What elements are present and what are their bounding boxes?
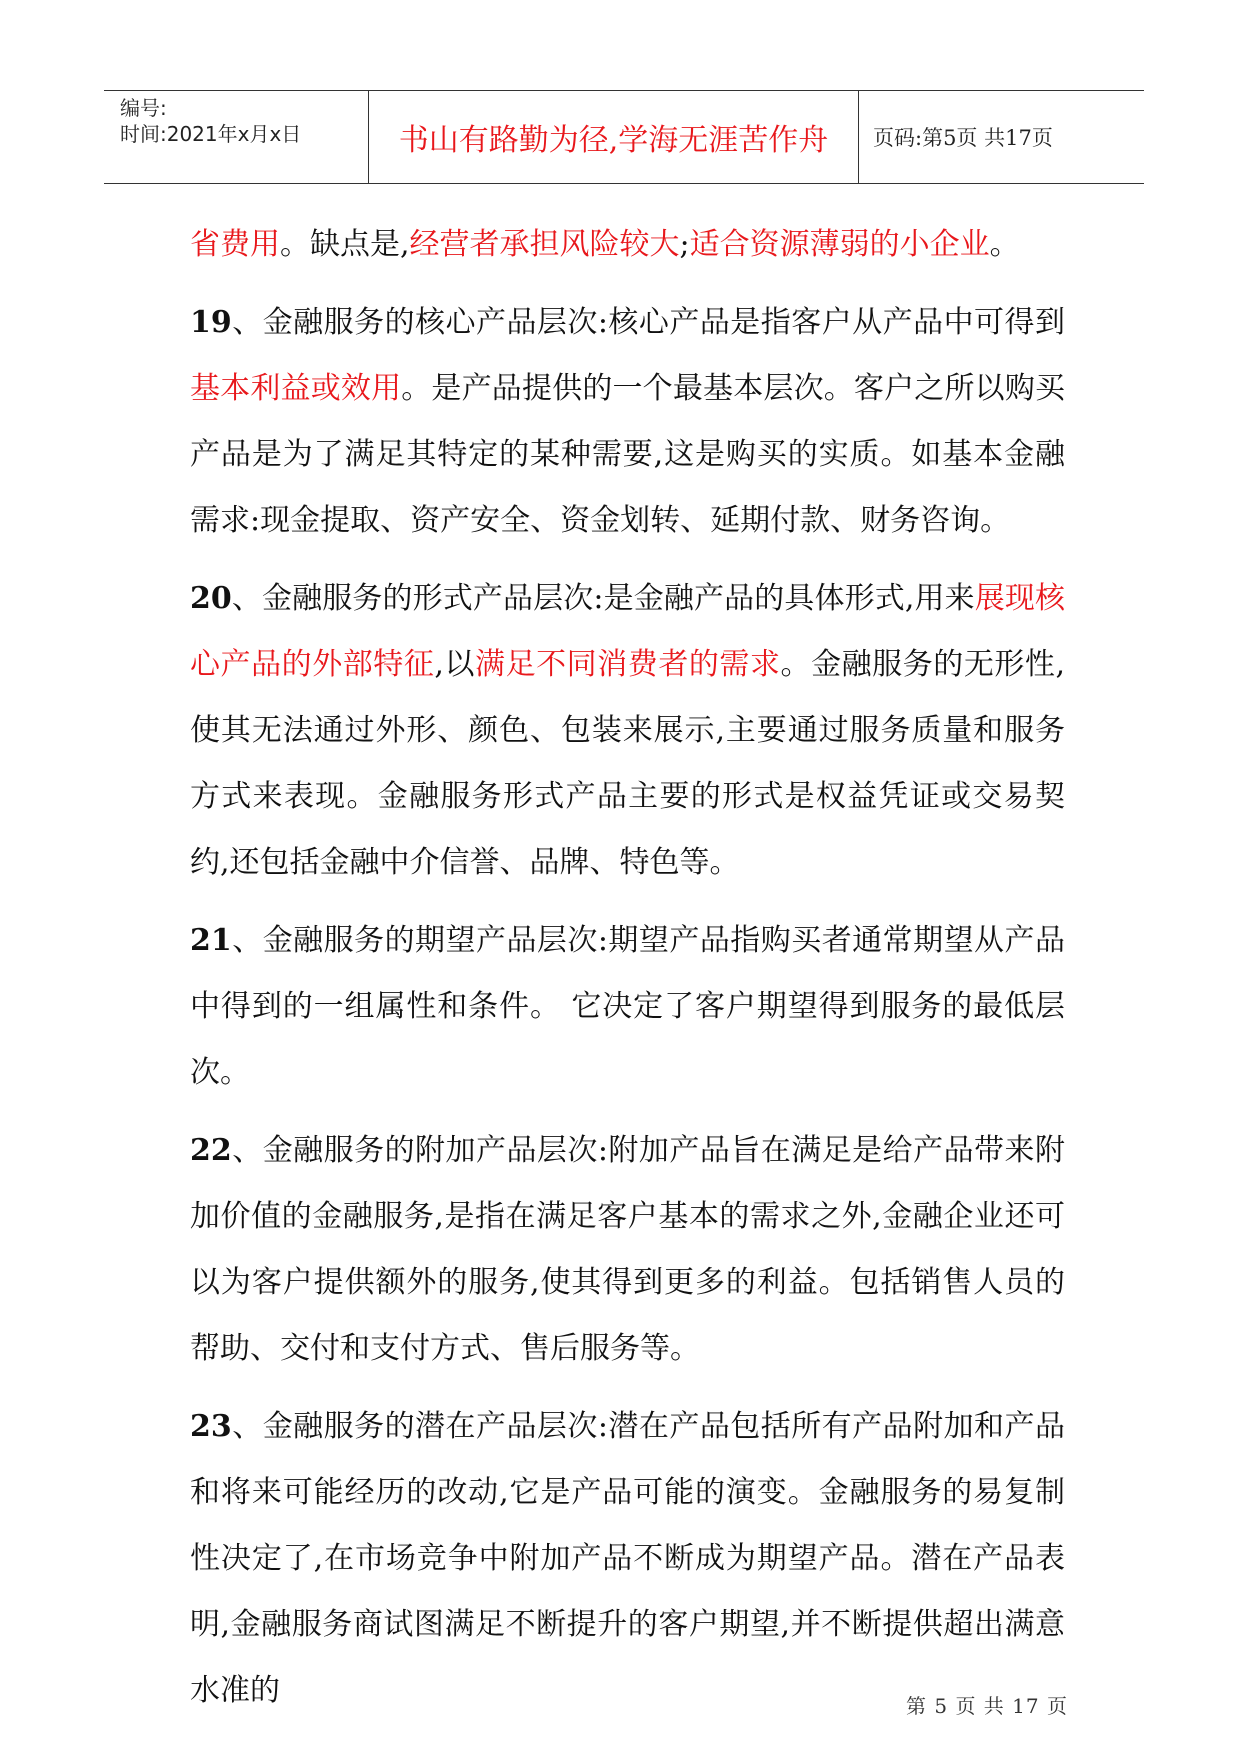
document-body (190, 212, 1065, 1736)
highlighted-text: 省费用 (190, 227, 280, 262)
body-text: 、金融服务的潜在产品层次:潜在产品包括所有产品附加和产品和将来可能经历的改动,它是产品可能的演变。金融服务的易复制性决定了,在市场竞争中附加产品不断成为期望产品。潜在产品表明,金融服务商试图满足不断提升的客户期望,并不断提供超出满意水准的 (190, 1409, 1065, 1708)
body-text: 。缺点是, (280, 227, 410, 262)
highlighted-text: 满足不同消费者的需求 (475, 647, 781, 682)
header-page-code: 页码:第5页 共17页 (873, 126, 1053, 150)
highlighted-text: 基本利益或效用 (190, 371, 402, 406)
paragraph (190, 1118, 1065, 1382)
item-number: 19 (190, 305, 232, 340)
body-text: 、金融服务的期望产品层次:期望产品指购买者通常期望从产品中得到的一组属性和条件。 它决定了客户期望得到服务的最低层次。 (190, 923, 1065, 1090)
body-text: 。是产品提供的一个最基本层次。客户之所以购买产品是为了满足其特定的某种需要,这是购买的实质。如基本金融需求:现金提取、资产安全、资金划转、延期付款、财务咨询。 (190, 371, 1065, 538)
paragraph (190, 212, 1065, 278)
item-number: 23 (190, 1409, 232, 1444)
document-number-label: 编号: (120, 96, 167, 120)
body-text: 、金融服务的核心产品层次:核心产品是指客户从产品中可得到 (231, 305, 1065, 340)
highlighted-text: 经营者承担风险较大 (409, 227, 680, 262)
paragraph (190, 1394, 1065, 1724)
item-number: 21 (190, 923, 232, 958)
body-text: ; (679, 227, 690, 262)
body-text: 。 (989, 227, 1020, 262)
body-text: 。金融服务的无形性,使其无法通过外形、颜色、包装来展示,主要通过服务质量和服务方式来表现。金融服务形式产品主要的形式是权益凭证或交易契约,还包括金融中介信誉、品牌、特色等。 (190, 647, 1066, 880)
paragraph (190, 908, 1065, 1106)
document-time-label: 时间:2021年x月x日 (120, 122, 302, 146)
paragraph (190, 290, 1065, 554)
header-motto: 书山有路勤为径,学海无涯苦作舟 (369, 91, 859, 183)
page-footer: 第 5 页 共 17 页 (906, 1694, 1068, 1718)
body-text: 、金融服务的形式产品层次:是金融产品的具体形式,用来 (231, 581, 975, 616)
body-text: 、金融服务的附加产品层次:附加产品旨在满足是给产品带来附加价值的金融服务,是指在满足客户基本的需求之外,金融企业还可以为客户提供额外的服务,使其得到更多的利益。包括销售人员的帮助、交付和支付方式、售后服务等。 (190, 1133, 1065, 1366)
item-number: 20 (190, 581, 232, 616)
highlighted-text: 展现核心产品的外部特征 (190, 581, 1065, 682)
page-header (104, 90, 1144, 184)
paragraph (190, 566, 1065, 896)
header-meta (104, 91, 369, 183)
item-number: 22 (190, 1133, 232, 1168)
body-text: ,以 (434, 647, 476, 682)
highlighted-text: 适合资源薄弱的小企业 (689, 227, 990, 262)
